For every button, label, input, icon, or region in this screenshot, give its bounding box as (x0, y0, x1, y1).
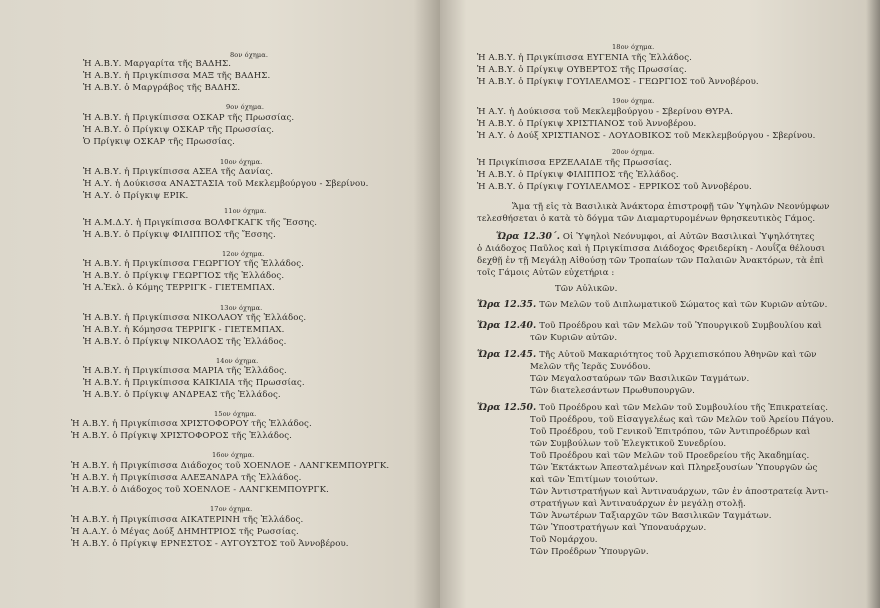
vehicle-heading: 11ον όχημα. (224, 207, 267, 215)
ceremony-paragraph: Ἅμα τῇ εἰς τὰ Βασιλικὰ Ἀνάκτορα ἐπιστροφῇ τῶν Ὑψηλῶν Νεονύμφων (512, 202, 830, 212)
right-page (440, 0, 880, 608)
schedule-text: Τῆς Αὐτοῦ Μακαριότητος τοῦ Ἀρχιεπισκόπου Ἀθηνῶν καὶ τῶν (539, 350, 817, 360)
passenger-line: Ἡ Α.Β.Υ. Μαργαρίτα τῆς ΒΑΔΗΣ. (83, 59, 232, 69)
passenger-line: Ἡ Α.Β.Υ. ὁ Πρίγκιψ ΓΟΥΙΛΕΛΜΟΣ - ΕΡΡΙΚΟΣ τοῦ Ἀννοβέρου. (477, 182, 752, 192)
schedule-text: στρατήγων καὶ Ἀντιναυάρχων ἐν μεγάλῃ στολῇ. (530, 499, 746, 509)
passenger-line: Ἡ Α.Β.Υ. ὁ Πρίγκιψ ΝΙΚΟΛΑΟΣ τῆς Ἑλλάδος. (83, 337, 287, 347)
passenger-line: Ἡ Α.Β.Υ. ὁ Πρίγκιψ ΟΥΒΕΡΤΟΣ τῆς Πρωσσίας. (477, 65, 687, 75)
schedule-text: καὶ τῶν Ἐπιτίμων τοιούτων. (530, 475, 659, 485)
schedule-text: Τῶν Ἀνωτέρων Ταξιαρχῶν τῶν Βασιλικῶν Ταγμάτων. (530, 511, 772, 521)
passenger-line: Ἡ Α.Β.Υ. ἡ Πριγκίπισσα ΚΑΙΚΙΛΙΑ τῆς Πρωσσίας. (83, 378, 305, 388)
schedule-text: Τοῦ Προέδρου, τοῦ Εἰσαγγελέως καὶ τῶν Μελῶν τοῦ Ἀρείου Πάγου. (530, 415, 834, 425)
passenger-line: Ἡ Α.Β.Υ. ἡ Πριγκίπισσα ΑΛΕΞΑΝΔΡΑ τῆς Ἑλλάδος. (71, 473, 302, 483)
schedule-text: ὁ Διάδοχος Παῦλος καὶ ἡ Πριγκίπισσα Διάδοχος Φρειδερίκη - Λουΐζα θέλουσι (477, 244, 826, 254)
passenger-line: Ἡ Α.Β.Υ. ὁ Μαργράβος τῆς ΒΑΔΗΣ. (83, 83, 241, 93)
vehicle-heading: 9ον όχημα. (226, 103, 265, 111)
vehicle-heading: 17ον όχημα. (210, 505, 253, 513)
schedule-time: Ὥρα 12.45. (477, 349, 537, 360)
schedule-text: Οἱ Ὑψηλοὶ Νεόνυμφοι, αἱ Αὐτῶν Βασιλικαὶ Ὑψηλότητες (562, 232, 815, 242)
passenger-line: Ἡ Α.Β.Υ. ἡ Πριγκίπισσα ΑΙΚΑΤΕΡΙΝΗ τῆς Ἑλλάδος. (71, 515, 304, 525)
schedule-time: Ὥρα 12.40. (477, 320, 537, 331)
schedule-entry (477, 350, 817, 360)
vehicle-heading: 16ον όχημα. (212, 451, 255, 459)
vehicle-heading: 8ον όχημα. (230, 51, 269, 59)
passenger-line: Ἡ Α.Β.Υ. ὁ Πρίγκιψ ΧΡΙΣΤΙΑΝΟΣ τοῦ Ἀννοβέρου. (477, 119, 697, 129)
passenger-line: Ἡ Α.Β.Υ. ἡ Πριγκίπισσα ΟΣΚΑΡ τῆς Πρωσσίας. (83, 113, 295, 123)
passenger-line: Ἡ Α.Β.Υ. ἡ Πριγκίπισσα ΜΑΞ τῆς ΒΑΔΗΣ. (83, 71, 271, 81)
schedule-text: τοῖς Γάμοις Αὐτῶν εὐχετήρια : (477, 268, 615, 278)
schedule-text: Τῶν Ἐκτάκτων Ἀπεσταλμένων καὶ Πληρεξουσίων Ὑπουργῶν ὡς (530, 463, 818, 473)
vehicle-heading: 19ον όχημα. (612, 97, 655, 105)
passenger-line: Ἡ Α.Β.Υ. ἡ Πριγκίπισσα ΜΑΡΙΑ τῆς Ἑλλάδος. (83, 366, 287, 376)
passenger-line: Ἡ Α.Β.Υ. ἡ Πριγκίπισσα ΕΥΓΕΝΙΑ τῆς Ἑλλάδος. (477, 53, 692, 63)
schedule-text: Τῶν Μεγαλοσταύρων τῶν Βασιλικῶν Ταγμάτων. (530, 374, 750, 384)
passenger-line: Ὁ Πρίγκιψ ΟΣΚΑΡ τῆς Πρωσσίας. (83, 137, 235, 147)
schedule-time: Ὥρα 12.30΄. (496, 231, 561, 242)
passenger-line: Ἡ Α.Β.Υ. ἡ Πριγκίπισσα ΝΙΚΟΛΑΟΥ τῆς Ἑλλάδος. (83, 313, 307, 323)
schedule-time: Ὥρα 12.50. (477, 402, 537, 413)
passenger-line: Ἡ Α.Β.Υ. ὁ Διάδοχος τοῦ ΧΟΕΝΛΟΕ - ΛΑΝΓΚΕΜΠΟΥΡΓΚ. (71, 485, 329, 495)
schedule-text: δεχθῇ ἐν τῇ Μεγάλῃ Αἰθούσῃ τῶν Τροπαίων τῶν Παλαιῶν Ἀνακτόρων, τὰ ἐπὶ (477, 256, 824, 266)
schedule-text: Τοῦ Προέδρου καὶ τῶν Μελῶν τοῦ Συμβουλίου τῆς Ἐπικρατείας. (539, 403, 829, 413)
schedule-entry (477, 403, 828, 413)
schedule-text: Τῶν Προέδρων Ὑπουργῶν. (530, 547, 649, 557)
vehicle-heading: 20ον όχημα. (612, 148, 655, 156)
passenger-line: Ἡ Α.Β.Υ. ὁ Πρίγκιψ ΦΙΛΙΠΠΟΣ τῆς Ἑλλάδος. (477, 170, 679, 180)
passenger-line: Ἡ Α.Β.Υ. ὁ Πρίγκιψ ΕΡΝΕΣΤΟΣ - ΑΥΓΟΥΣΤΟΣ τοῦ Ἀννοβέρου. (71, 539, 349, 549)
vehicle-heading: 18ον όχημα. (612, 43, 655, 51)
passenger-line: Ἡ Α.Υ. ἡ Δούκισσα τοῦ Μεκλεμβούργου - Σβερίνου ΘΥΡΑ. (477, 107, 734, 117)
passenger-line: Ἡ Α.Μ.Δ.Υ. ἡ Πριγκίπισσα ΒΟΛΦΓΚΑΓΚ τῆς Ἔσσης. (83, 218, 318, 228)
passenger-line: Ἡ Α.Α.Υ. ὁ Μέγας Δούξ ΔΗΜΗΤΡΙΟΣ τῆς Ρωσσίας. (71, 527, 299, 537)
schedule-text: Τῶν Αὐλικῶν. (555, 284, 618, 294)
schedule-text: Μελῶν τῆς Ἱερᾶς Συνόδου. (530, 362, 651, 372)
passenger-line: Ἡ Α.Β.Υ. ἡ Πριγκίπισσα ΑΣΕΑ τῆς Δανίας. (83, 167, 274, 177)
schedule-text: Τοῦ Προέδρου καὶ τῶν Μελῶν τοῦ Ὑπουργικοῦ Συμβουλίου καὶ (539, 321, 822, 331)
schedule-text: Τοῦ Προέδρου καὶ τῶν Μελῶν τοῦ Προεδρείου τῆς Ἀκαδημίας. (530, 451, 810, 461)
vehicle-heading: 15ον όχημα. (214, 410, 257, 418)
schedule-text: Τῶν Μελῶν τοῦ Διπλωματικοῦ Σώματος καὶ τῶν Κυριῶν αὐτῶν. (539, 300, 828, 310)
schedule-text: Τῶν Ὑποστρατήγων καὶ Ὑποναυάρχων. (530, 523, 707, 533)
passenger-line: Ἡ Α.Β.Υ. ἡ Πριγκίπισσα ΓΕΩΡΓΙΟΥ τῆς Ἑλλάδος. (83, 259, 304, 269)
passenger-line: Ἡ Α.Β.Υ. ὁ Πρίγκιψ ΟΣΚΑΡ τῆς Πρωσσίας. (83, 125, 275, 135)
schedule-text: Τῶν διατελεσάντων Πρωθυπουργῶν. (530, 386, 696, 396)
passenger-line: Ἡ Πριγκίπισσα ΕΡΖΕΛΑΙΔΕ τῆς Πρωσσίας. (477, 158, 672, 168)
vehicle-heading: 10ον όχημα. (220, 158, 263, 166)
ceremony-paragraph: τελεσθήσεται ὁ κατὰ τὸ δόγμα τῶν Διαμαρτυρομένων θρησκευτικὸς Γάμος. (477, 214, 816, 224)
passenger-line: Ἡ Α.Β.Υ. ὁ Πρίγκιψ ΓΟΥΙΛΕΛΜΟΣ - ΓΕΩΡΓΙΟΣ τοῦ Ἀννοβέρου. (477, 77, 759, 87)
passenger-line: Ἡ Α.Β.Υ. ἡ Κόμησσα ΤΕΡΡΙΓΚ - ΓΙΕΤΕΜΠΑΧ. (83, 325, 285, 335)
passenger-line: Ἡ Α.Β.Υ. ὁ Πρίγκιψ ΑΝΔΡΕΑΣ τῆς Ἑλλάδος. (83, 390, 281, 400)
schedule-text: τῶν Συμβούλων τοῦ Ἐλεγκτικοῦ Συνεδρίου. (530, 439, 727, 449)
schedule-text: Τοῦ Νομάρχου. (530, 535, 598, 545)
passenger-line: Ἡ Α.Β.Υ. ὁ Πρίγκιψ ΓΕΩΡΓΙΟΣ τῆς Ἑλλάδος. (83, 271, 285, 281)
schedule-time: Ὥρα 12.35. (477, 299, 537, 310)
passenger-line: Ἡ Α.Β.Υ. ἡ Πριγκίπισσα Διάδοχος τοῦ ΧΟΕΝΛΟΕ - ΛΑΝΓΚΕΜΠΟΥΡΓΚ. (71, 461, 390, 471)
passenger-line: Ἡ Α.Υ. ἡ Δούκισσα ΑΝΑΣΤΑΣΙΑ τοῦ Μεκλεμβούργου - Σβερίνου. (83, 179, 369, 189)
passenger-line: Ἡ Α.Υ. ὁ Δούξ ΧΡΙΣΤΙΑΝΟΣ - ΛΟΥΔΟΒΙΚΟΣ τοῦ Μεκλεμβούργου - Σβερίνου. (477, 131, 816, 141)
vehicle-heading: 14ον όχημα. (216, 357, 259, 365)
vehicle-heading: 13ον όχημα. (220, 304, 263, 312)
passenger-line: Ἡ Α.Β.Υ. ὁ Πρίγκιψ ΧΡΙΣΤΟΦΟΡΟΣ τῆς Ἑλλάδος. (71, 431, 292, 441)
passenger-line: Ἡ Α.Υ. ὁ Πρίγκιψ ΕΡΙΚ. (83, 191, 189, 201)
vehicle-heading: 12ον όχημα. (222, 250, 265, 258)
schedule-text: τῶν Κυριῶν αὐτῶν. (530, 333, 618, 343)
schedule-text: Τοῦ Προέδρου, τοῦ Γενικοῦ Ἐπιτρόπου, τῶν Ἀντιπροέδρων καὶ (530, 427, 811, 437)
schedule-entry (477, 321, 822, 331)
passenger-line: Ἡ Α.Β.Υ. ὁ Πρίγκιψ ΦΙΛΙΠΠΟΣ τῆς Ἔσσης. (83, 230, 276, 240)
page-edge-shadow (866, 0, 880, 608)
schedule-entry (477, 300, 827, 310)
passenger-line: Ἡ Α.Ἐκλ. ὁ Κόμης ΤΕΡΡΙΓΚ - ΓΙΕΤΕΜΠΑΧ. (83, 283, 275, 293)
passenger-line: Ἡ Α.Β.Υ. ἡ Πριγκίπισσα ΧΡΙΣΤΟΦΟΡΟΥ τῆς Ἑλλάδος. (71, 419, 312, 429)
schedule-entry (496, 232, 814, 242)
schedule-text: Τῶν Ἀντιστρατήγων καὶ Ἀντιναυάρχων, τῶν ἐν ἀποστρατείᾳ Ἀντι- (530, 487, 829, 497)
